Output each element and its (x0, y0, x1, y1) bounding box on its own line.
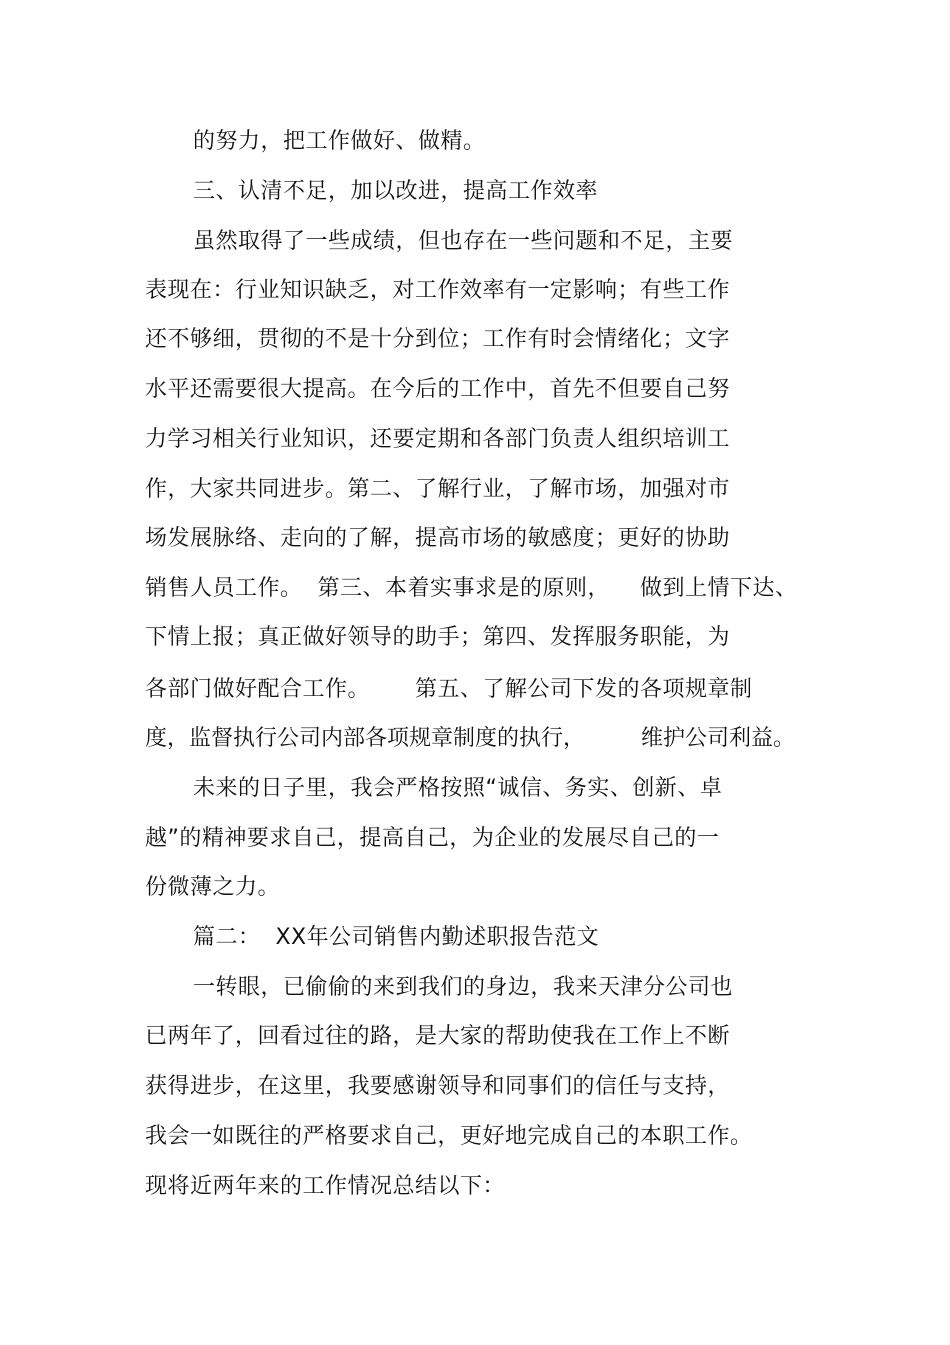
text-line: 场发展脉络、走向的了解，提高市场的敏感度；更好的协助 (145, 526, 731, 551)
text-line: 现将近两年来的工作情况总结以下： (145, 1174, 506, 1199)
text-line: 下情上报；真正做好领导的助手；第四、发挥服务职能，为 (145, 625, 731, 650)
text-line: 越”的精神要求自己，提高自己，为企业的发展尽自己的一 (145, 826, 720, 851)
text-line: 作，大家共同进步。第二、了解行业，了解市场，加强对市 (145, 477, 731, 502)
text-line: 各部门做好配合工作。 第五、了解公司下发的各项规章制 (145, 677, 753, 702)
text-line: 力学习相关行业知识，还要定期和各部门负责人组织培训工 (145, 427, 731, 452)
text-line: 水平还需要很大提高。在今后的工作中，首先不但要自己努 (145, 377, 731, 402)
text-line: 的努力，把工作做好、做精。 (193, 129, 486, 154)
text-line: 度，监督执行公司内部各项规章制度的执行， 维护公司利益。 (145, 726, 795, 751)
text-line: 份微薄之力。 (145, 875, 281, 900)
article-heading: 篇二： XX年公司销售内勤述职报告范文 (193, 925, 600, 950)
text-line: 虽然取得了一些成绩，但也存在一些问题和不足，主要 (193, 229, 734, 254)
text-line: 销售人员工作。 第三、本着实事求是的原则， 做到上情下达、 (145, 576, 798, 601)
text-line: 表现在：行业知识缺乏，对工作效率有一定影响；有些工作 (145, 278, 731, 303)
text-line: 未来的日子里，我会严格按照“诚信、务实、创新、卓 (193, 776, 723, 801)
section-heading: 三、认清不足，加以改进，提高工作效率 (193, 179, 599, 204)
text-line: 获得进步，在这里，我要感谢领导和同事们的信任与支持， (145, 1074, 731, 1099)
text-line: 还不够细，贯彻的不是十分到位；工作有时会情绪化；文字 (145, 327, 731, 352)
text-line: 已两年了，回看过往的路，是大家的帮助使我在工作上不断 (145, 1024, 731, 1049)
text-line: 我会一如既往的严格要求自己，更好地完成自己的本职工作。 (145, 1124, 753, 1149)
text-line: 一转眼，已偷偷的来到我们的身边，我来天津分公司也 (193, 975, 734, 1000)
